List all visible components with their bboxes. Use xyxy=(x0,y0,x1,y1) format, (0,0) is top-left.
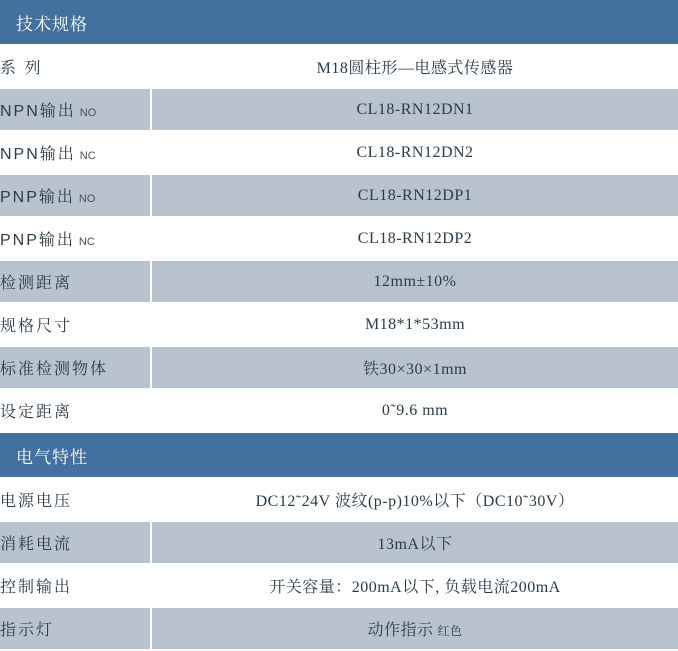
spec-row xyxy=(0,174,678,217)
spec-value: 铁30×30×1mm xyxy=(363,361,467,378)
spec-label-suffix: NO xyxy=(79,107,97,119)
spec-row xyxy=(0,88,678,131)
spec-label: 控制输出 xyxy=(0,579,73,596)
spec-row xyxy=(0,217,678,260)
spec-row xyxy=(0,564,678,607)
spec-value: CL18-RN12DP2 xyxy=(357,229,473,247)
spec-label: 指示灯 xyxy=(0,622,55,639)
spec-label: 标准检测物体 xyxy=(0,361,109,378)
spec-value-cell xyxy=(151,564,678,607)
spec-value-cell xyxy=(151,346,678,389)
spec-value: 12mm±10% xyxy=(373,272,457,290)
section-title: 电气特性 xyxy=(0,432,678,478)
spec-label-cell xyxy=(0,45,151,88)
spec-label-cell xyxy=(0,521,151,564)
spec-label-cell xyxy=(0,478,151,521)
spec-label-cell xyxy=(0,174,151,217)
spec-value-cell xyxy=(151,260,678,303)
spec-value: DC12˜24V 波纹(p-p)10%以下（DC10˜30V） xyxy=(255,493,575,510)
spec-value: CL18-RN12DN1 xyxy=(356,100,474,118)
spec-label: 设定距离 xyxy=(0,404,73,421)
spec-value-cell xyxy=(151,607,678,650)
spec-value-cell xyxy=(151,521,678,564)
spec-row xyxy=(0,607,678,650)
spec-label-cell xyxy=(0,88,151,131)
spec-label-suffix: NC xyxy=(78,236,95,248)
spec-label: 系 列 xyxy=(0,60,43,77)
spec-row xyxy=(0,260,678,303)
spec-value-suffix: 红色 xyxy=(437,624,463,638)
spec-label-suffix: NO xyxy=(78,193,96,205)
spec-row xyxy=(0,478,678,521)
spec-row xyxy=(0,346,678,389)
spec-label: 电源电压 xyxy=(0,493,73,510)
spec-value: M18*1*53mm xyxy=(364,315,466,333)
spec-row xyxy=(0,45,678,88)
spec-label: NPN输出 xyxy=(0,103,76,120)
spec-label-cell xyxy=(0,346,151,389)
spec-label-cell xyxy=(0,389,151,432)
section-header-row xyxy=(0,0,678,45)
spec-label: 消耗电流 xyxy=(0,536,73,553)
spec-value: CL18-RN12DP1 xyxy=(357,186,473,204)
spec-row xyxy=(0,303,678,346)
spec-label-cell xyxy=(0,260,151,303)
spec-label-cell xyxy=(0,131,151,174)
spec-value: M18圆柱形—电感式传感器 xyxy=(316,60,514,77)
spec-label-cell xyxy=(0,303,151,346)
spec-value: 开关容量：200mA以下, 负载电流200mA xyxy=(269,579,561,596)
section-title: 技术规格 xyxy=(0,0,678,45)
spec-value-cell xyxy=(151,45,678,88)
spec-row xyxy=(0,389,678,432)
spec-label: 检测距离 xyxy=(0,275,73,292)
spec-label: NPN输出 xyxy=(0,146,76,163)
spec-value-cell xyxy=(151,478,678,521)
spec-label: 规格尺寸 xyxy=(0,318,73,335)
spec-label: PNP输出 xyxy=(0,189,75,206)
spec-value-cell xyxy=(151,389,678,432)
spec-value-cell xyxy=(151,174,678,217)
spec-value-cell xyxy=(151,88,678,131)
spec-label-cell xyxy=(0,607,151,650)
spec-label-cell xyxy=(0,564,151,607)
spec-row xyxy=(0,131,678,174)
spec-label-cell xyxy=(0,217,151,260)
spec-value: CL18-RN12DN2 xyxy=(356,143,474,161)
spec-value-cell xyxy=(151,131,678,174)
spec-label-suffix: NC xyxy=(79,150,96,162)
spec-value: 0˜9.6 mm xyxy=(381,401,449,419)
spec-row xyxy=(0,521,678,564)
spec-value-cell xyxy=(151,303,678,346)
spec-label: PNP输出 xyxy=(0,232,75,249)
section-header-row xyxy=(0,432,678,478)
spec-value-cell xyxy=(151,217,678,260)
spec-value: 13mA以下 xyxy=(377,536,453,553)
spec-value: 动作指示 xyxy=(367,622,434,639)
